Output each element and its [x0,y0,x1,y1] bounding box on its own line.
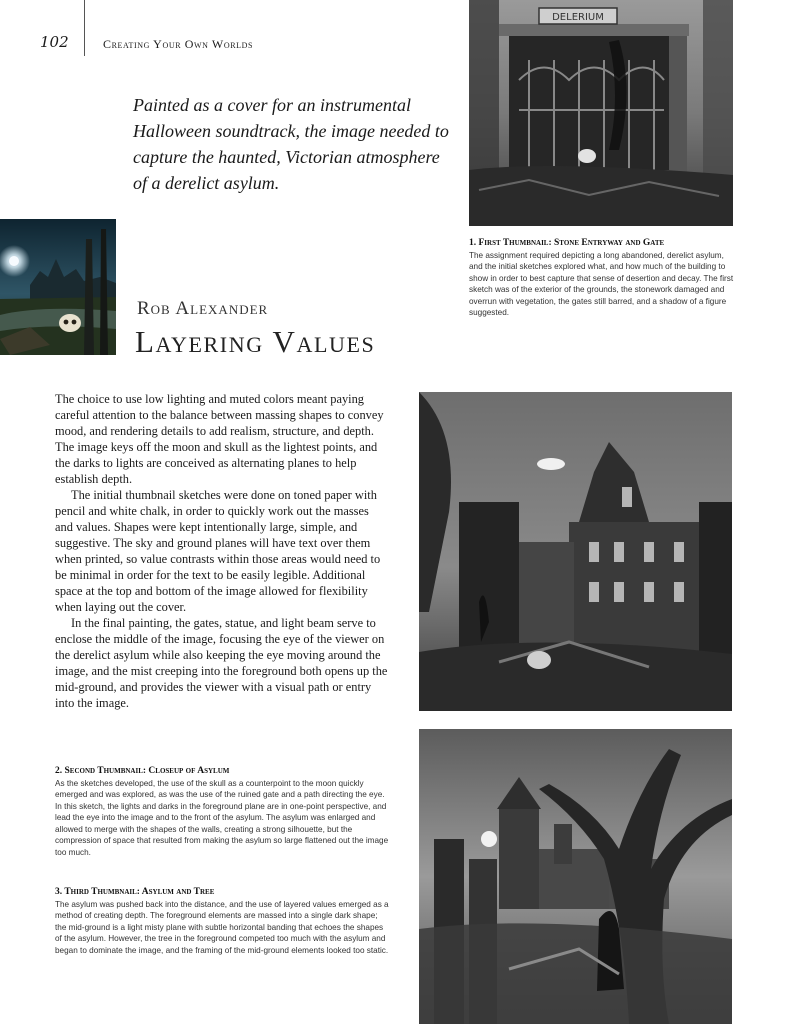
caption-3-text: The asylum was pushed back into the distance, and the use of layered values emerged as a method of creating depth. The foreground elements are massed into a single dark shape; the mid-ground is a light misty plane with subtle horizontal banding that echoes the shapes of the asylum. However, the tree in the foreground competed too much with the asylum and began to dominate the image, and the framing of the mid-ground elements looked too static. [55,899,389,955]
sketch-1-stone-entryway [469,0,733,226]
body-paragraph: The initial thumbnail sketches were done on toned paper with pencil and white chalk, in order to quickly work out the masses and values. Shapes were kept intentionally large, simple, and suggestive. The sky and ground planes will have text over them when printed, so value contrasts within those areas would need to be minimal in order for the text to be easily legible. Additional space at the top and bottom of the image allowed for flexibility when laying out the cover. [55,488,381,614]
article-title: Layering Values [135,324,376,359]
caption-3 [55,887,391,956]
caption-1-text: The assignment required depicting a long abandoned, derelict asylum, and the initial sketches explored what, and how much of the building to show in order to best capture that sense of desertion and decay. The first sketch was of the exterior of the grounds, the stonework damaged and overrun with vegetation, the gates still barred, and a shadow of a figure suggested. [469,250,734,317]
page-number: 102 [40,33,69,51]
caption-2 [55,766,391,858]
sketch-2-asylum-closeup [419,392,732,711]
sketch-3-asylum-and-tree [419,729,732,1024]
body-text [55,391,388,711]
caption-3-heading: 3. Third Thumbnail: Asylum and Tree [55,887,215,897]
body-paragraph: The choice to use low lighting and muted colors meant paying careful attention to the balance between massing shapes to convey mood, and rendering details to add realism, structure, and depth. The image keys off the moon and skull as the lightest points, and the darks to lights are conceived as alternating planes to help establish depth. [55,392,384,486]
pull-quote: Painted as a cover for an instrumental Halloween soundtrack, the image needed to capture the haunted, Victorian atmosphere of a derelict asylum. [133,95,449,193]
running-title: Creating Your Own Worlds [103,37,254,51]
caption-2-heading: 2. Second Thumbnail: Closeup of Asylum [55,766,230,776]
header-divider [84,0,85,56]
asylum-sign-text: DELERIUM [552,12,604,23]
caption-2-text: As the sketches developed, the use of the skull as a counterpoint to the moon quickly emerged and was explored, as was the use of the ruined gate and a path directing the eye. In this sketch, the lights and darks in the foreground plane are in one-point perspective, and lead the eye into the image and to the front of the asylum. The asylum was enlarged and allowed to merge with the shapes of the walls, creating a strong silhouette, but the compression of space that resulted from making the asylum so large flattened out the image too much. [55,778,389,857]
author-name: Rob Alexander [137,298,269,319]
body-paragraph: In the final painting, the gates, statue, and light beam serve to enclose the middle of the image, focusing the eye of the viewer on the derelict asylum while also keeping the eye moving around the image, and the mist creeping into the foreground both opens up the mid-ground, and provides the viewer with a visual path or entry into the image. [55,616,388,710]
caption-1-heading: 1. First Thumbnail: Stone Entryway and Gate [469,238,665,248]
caption-1 [469,238,735,319]
final-painting-thumbnail [0,219,116,355]
